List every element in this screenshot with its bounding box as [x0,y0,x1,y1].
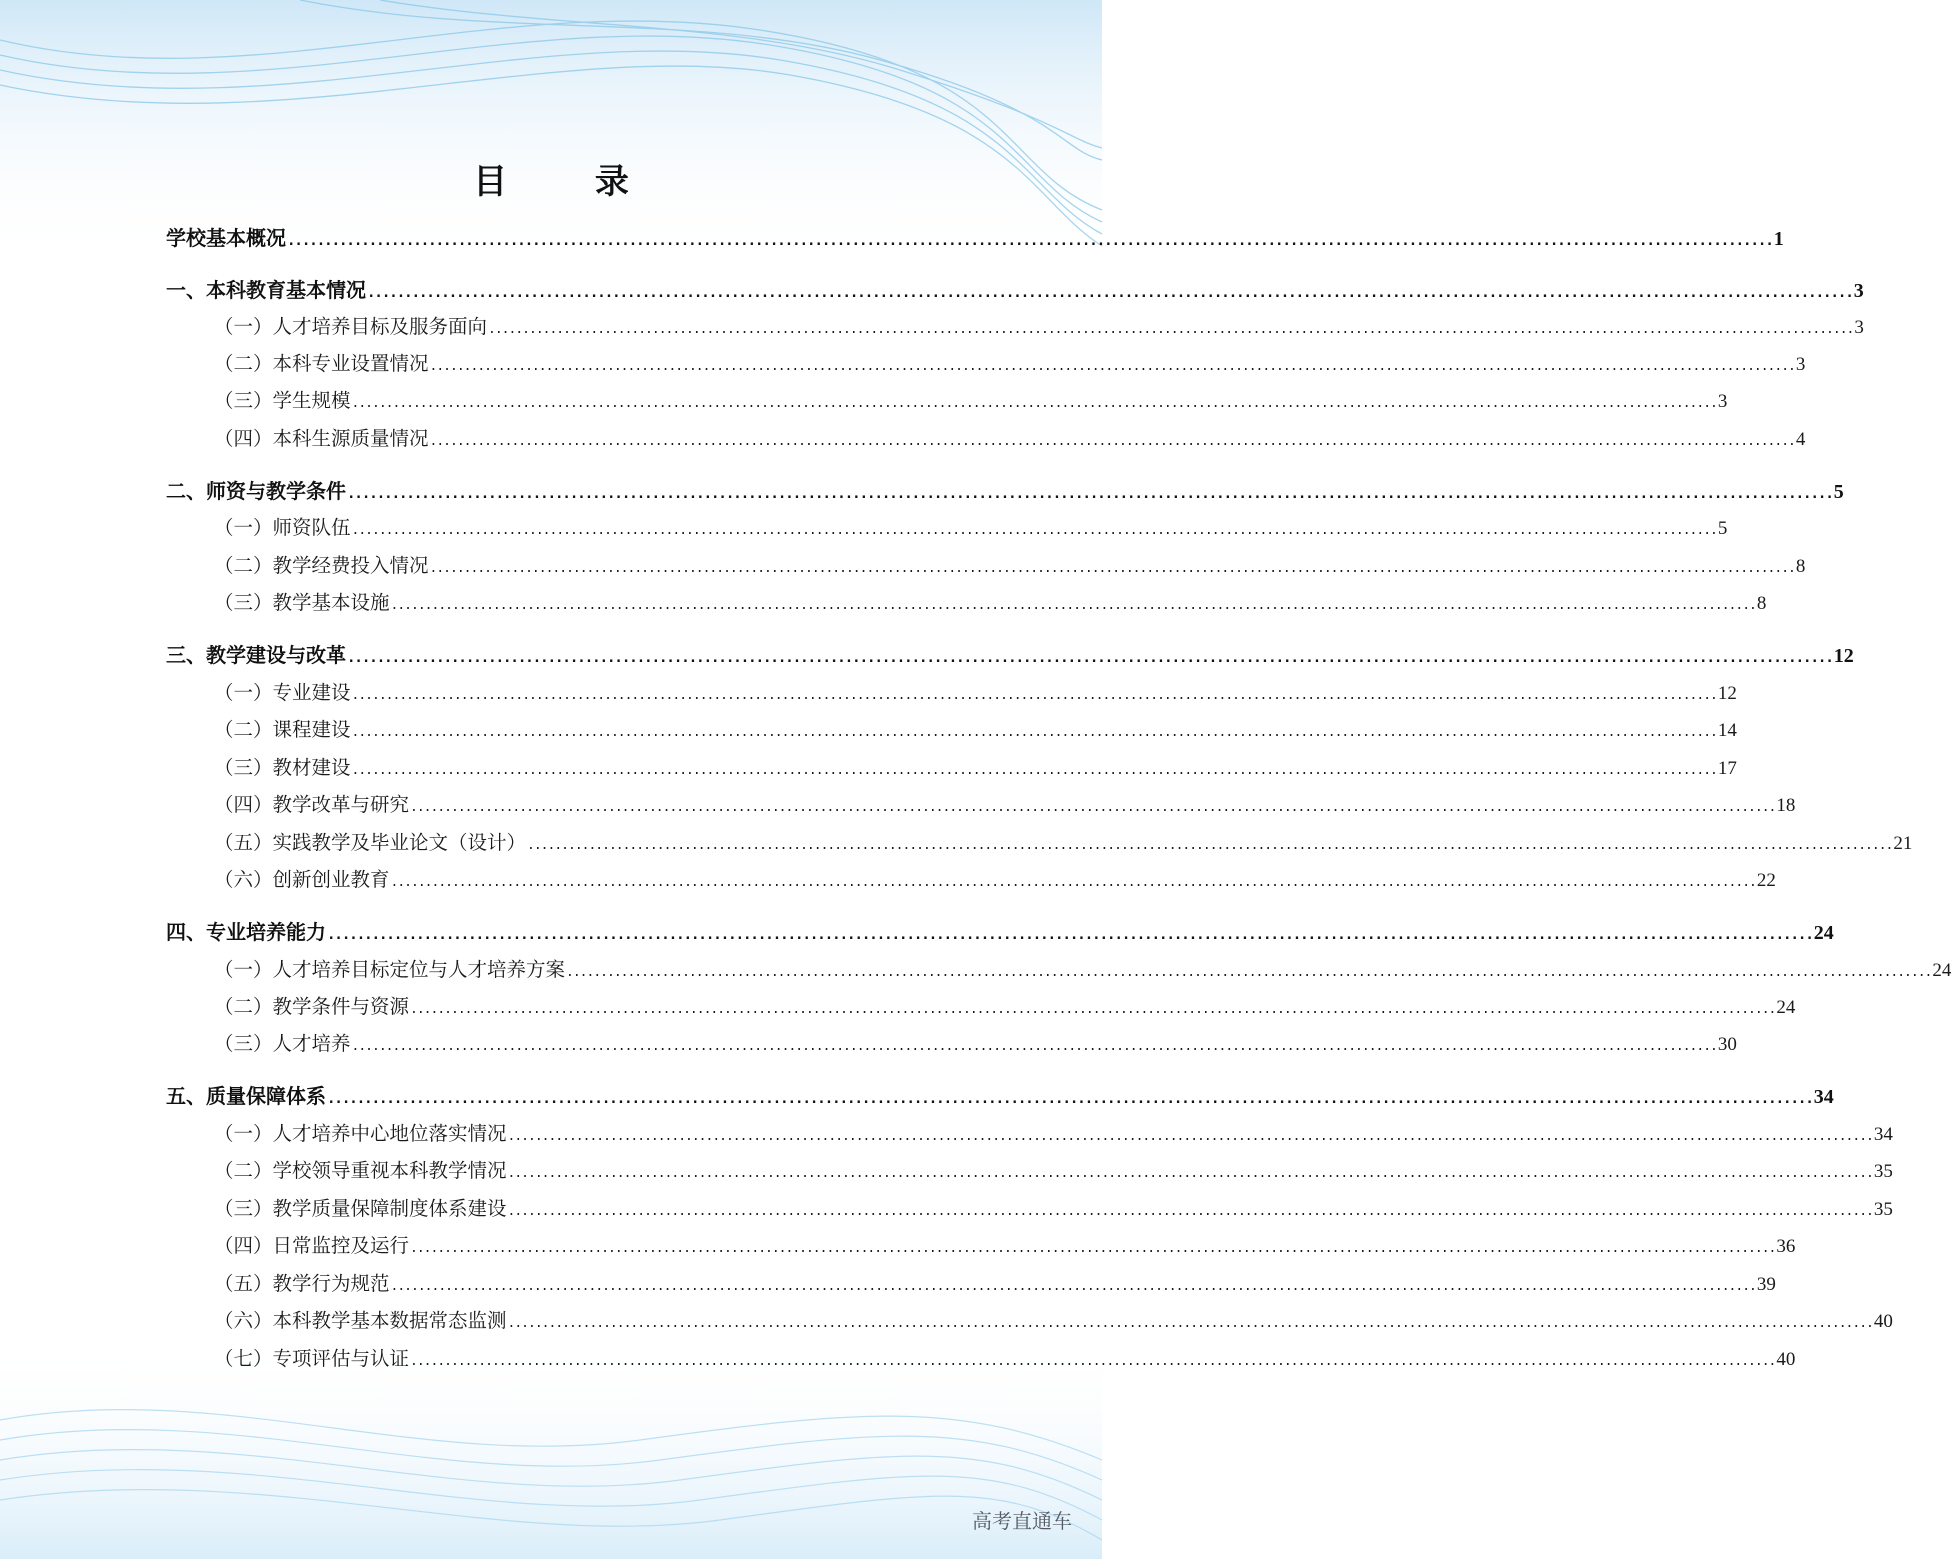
toc-page-number: 4 [1795,429,1806,450]
toc-page-number: 35 [1873,1199,1893,1220]
toc-leader-dots: ........................................................................................................................................................................................................ [351,688,1717,703]
toc-entry-number: （三） [214,756,273,779]
toc-entry-label: 师资队伍 [272,516,351,539]
toc-entry-label: 教学基本设施 [272,591,390,614]
toc-entry-number: （一） [214,516,273,539]
toc-subsection-entry[interactable] [214,385,1728,415]
toc-subsection-entry[interactable] [214,550,1806,580]
toc-page-number: 18 [1776,795,1796,816]
toc-leader-dots: ........................................................................................................................................................................................................ [351,763,1717,778]
toc-subsection-entry[interactable] [214,1193,1893,1223]
toc-page-number: 3 [1854,317,1864,338]
toc-leader-dots: ........................................................................................................................................................................................................ [327,927,1813,943]
toc-entry-label: 教学经费投入情况 [272,554,429,577]
toc-subsection-entry[interactable] [214,954,1951,984]
toc-page-number: 39 [1756,1274,1776,1295]
toc-entry-label: 三、教学建设与改革 [166,643,346,667]
toc-entry-label: 实践教学及毕业论文（设计） [272,831,527,854]
toc-page-number: 34 [1873,1124,1893,1145]
toc-entry-label: 日常监控及运行 [272,1234,410,1257]
toc-leader-dots: ........................................................................................................................................................................................................ [351,523,1717,538]
toc-entry-label: 人才培养目标及服务面向 [272,315,488,338]
toc-subsection-entry[interactable] [214,1028,1737,1058]
toc-subsection-entry[interactable] [214,587,1767,617]
toc-entry-number: （三） [214,1032,273,1055]
toc-section-entry[interactable] [166,1080,1834,1110]
toc-entry-number: （二） [214,352,273,375]
toc-page-number: 40 [1776,1349,1796,1370]
toc-page-number: 24 [1813,922,1834,944]
toc-page-number: 3 [1853,280,1864,302]
toc-entry-label: 四、专业培养能力 [166,920,326,944]
toc-leader-dots: ........................................................................................................................................................................................................ [410,1354,1776,1369]
toc-entry-number: （三） [214,1197,273,1220]
toc-entry-number: （二） [214,554,273,577]
toc-subsection-entry[interactable] [214,512,1728,542]
toc-subsection-entry[interactable] [214,991,1796,1021]
toc-page-number: 40 [1873,1311,1893,1332]
toc-entry-label: 教学改革与研究 [272,793,410,816]
toc-subsection-entry[interactable] [214,1343,1796,1373]
toc-entry-number: （七） [214,1347,273,1370]
watermark-text: 高考直通车 [972,1509,1072,1533]
toc-entry-number: （一） [214,1122,273,1145]
toc-page-number: 8 [1795,556,1806,577]
toc-entry-number: （二） [214,1159,273,1182]
toc-entry-label: 二、师资与教学条件 [166,479,346,503]
toc-leader-dots: ........................................................................................................................................................................................................ [390,598,1756,613]
toc-entry-label: 创新创业教育 [272,868,390,891]
toc-leader-dots: ........................................................................................................................................................................................................ [390,875,1756,890]
toc-entry-label: 本科教学基本数据常态监测 [272,1309,507,1332]
toc-leader-dots: ........................................................................................................................................................................................................ [410,1002,1776,1017]
toc-leader-dots: ........................................................................................................................................................................................................ [351,725,1717,740]
toc-leader-dots: ........................................................................................................................................................................................................ [327,1091,1813,1107]
toc-entry-number: （一） [214,681,273,704]
toc-entry-label: 本科生源质量情况 [272,427,429,450]
toc-entry-number: （一） [214,315,273,338]
toc-entry-label: 课程建设 [272,718,351,741]
toc-page-number: 3 [1717,391,1728,412]
toc-page-number: 35 [1873,1161,1893,1182]
toc-entry-label: 本科专业设置情况 [272,352,429,375]
toc-leader-dots: ........................................................................................................................................................................................................ [347,650,1833,666]
toc-entry-label: 人才培养 [272,1032,351,1055]
toc-entry-label: 一、本科教育基本情况 [166,278,366,302]
toc-subsection-entry[interactable] [214,1305,1893,1335]
toc-entry-number: （一） [214,958,273,981]
toc-entry-number: （三） [214,389,273,412]
toc-page-number: 24 [1776,997,1796,1018]
toc-entry-label: 学校基本概况 [166,226,286,250]
toc-entry-number: （六） [214,868,273,891]
toc-section-entry[interactable] [166,639,1854,669]
toc-subsection-entry[interactable] [214,311,1864,341]
toc-page-number: 3 [1795,354,1806,375]
toc-page-number: 5 [1833,481,1844,503]
toc-leader-dots: ........................................................................................................................................................................................................ [390,1279,1756,1294]
toc-subsection-entry[interactable] [214,1268,1776,1298]
toc-leader-dots: ........................................................................................................................................................................................................ [566,965,1932,980]
toc-page-number: 30 [1717,1034,1737,1055]
toc-entry-number: （二） [214,718,273,741]
toc-entry-number: （四） [214,793,273,816]
toc-page-number: 21 [1893,833,1913,854]
toc-section-entry[interactable] [166,475,1844,505]
toc-page-number: 36 [1776,1236,1796,1257]
toc-page-number: 8 [1756,593,1767,614]
toc-subsection-entry[interactable] [214,1118,1893,1148]
toc-page-number: 24 [1932,960,1951,981]
toc-leader-dots: ........................................................................................................................................................................................................ [410,800,1776,815]
toc-page-number: 34 [1813,1086,1834,1108]
toc-subsection-entry[interactable] [214,752,1737,782]
toc-entry-label: 五、质量保障体系 [166,1084,326,1108]
toc-page-number: 14 [1717,720,1737,741]
toc-page-number: 12 [1717,683,1737,704]
toc-subsection-entry[interactable] [214,864,1776,894]
toc-leader-dots: ........................................................................................................................................................................................................ [351,1039,1717,1054]
toc-subsection-entry[interactable] [214,348,1806,378]
toc-leader-dots: ........................................................................................................................................................................................................ [507,1204,1873,1219]
toc-subsection-entry[interactable] [214,677,1737,707]
toc-leader-dots: ........................................................................................................................................................................................................ [507,1129,1873,1144]
toc-leader-dots: ........................................................................................................................................................................................................ [507,1166,1873,1181]
toc-entry-number: （四） [214,1234,273,1257]
toc-subsection-entry[interactable] [214,827,1913,857]
toc-leader-dots: ........................................................................................................................................................................................................ [351,396,1717,411]
toc-page-number: 12 [1833,645,1854,667]
toc-leader-dots: ........................................................................................................................................................................................................ [488,322,1854,337]
toc-entry-label: 教学行为规范 [272,1272,390,1295]
toc-subsection-entry[interactable] [214,1230,1796,1260]
toc-entry-label: 教学条件与资源 [272,995,410,1018]
toc-entry-number: （六） [214,1309,273,1332]
toc-leader-dots: ........................................................................................................................................................................................................ [429,359,1795,374]
toc-leader-dots: ........................................................................................................................................................................................................ [287,233,1773,249]
toc-leader-dots: ........................................................................................................................................................................................................ [347,486,1833,502]
toc-leader-dots: ........................................................................................................................................................................................................ [527,838,1893,853]
toc-entry-number: （五） [214,1272,273,1295]
toc-entry-label: 专项评估与认证 [272,1347,410,1370]
toc-page-number: 1 [1773,228,1784,250]
toc-subsection-entry[interactable] [214,714,1737,744]
toc-leader-dots: ........................................................................................................................................................................................................ [367,285,1853,301]
toc-entry-label: 教学质量保障制度体系建设 [272,1197,507,1220]
toc-section-entry[interactable] [166,222,1784,252]
toc-entry-label: 学校领导重视本科教学情况 [272,1159,507,1182]
toc-leader-dots: ........................................................................................................................................................................................................ [410,1241,1776,1256]
toc-subsection-entry[interactable] [214,789,1796,819]
toc-page-number: 5 [1717,518,1728,539]
toc-section-entry[interactable] [166,274,1864,304]
toc-subsection-entry[interactable] [214,423,1806,453]
page-title: 目 录 [473,162,667,202]
toc-entry-number: （三） [214,591,273,614]
toc-entry-label: 教材建设 [272,756,351,779]
toc-entry-number: （二） [214,995,273,1018]
toc-entry-label: 人才培养中心地位落实情况 [272,1122,507,1145]
toc-entry-label: 人才培养目标定位与人才培养方案 [272,958,566,981]
toc-entry-number: （五） [214,831,273,854]
toc-section-entry[interactable] [166,916,1834,946]
toc-page-number: 22 [1756,870,1776,891]
toc-leader-dots: ........................................................................................................................................................................................................ [429,561,1795,576]
toc-leader-dots: ........................................................................................................................................................................................................ [429,434,1795,449]
toc-entry-label: 专业建设 [272,681,351,704]
toc-entry-number: （四） [214,427,273,450]
toc-leader-dots: ........................................................................................................................................................................................................ [507,1316,1873,1331]
toc-entry-label: 学生规模 [272,389,351,412]
toc-page-number: 17 [1717,758,1737,779]
toc-subsection-entry[interactable] [214,1155,1893,1185]
